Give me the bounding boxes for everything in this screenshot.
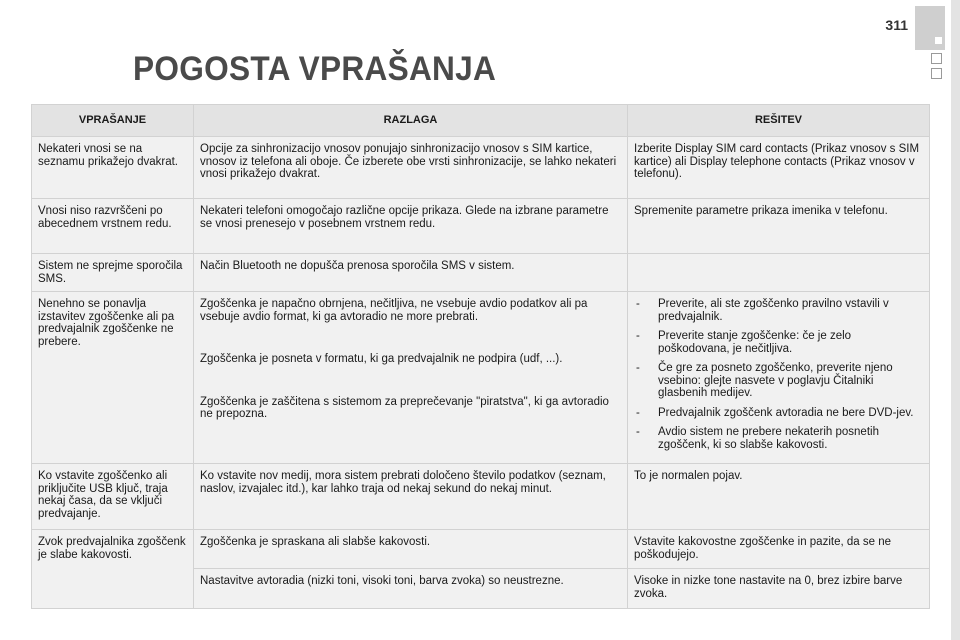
solution-list-item: - Če gre za posneto zgoščenko, preverite njeno vsebino: glejte nasvete v poglavju Čitalniki glasbenih medijev. xyxy=(634,362,923,400)
solution-cell: To je normalen pojav. xyxy=(628,464,930,530)
question-cell: Ko vstavite zgoščenko ali priključite USB ključ, traja nekaj časa, da se vključi predvajanje. xyxy=(32,464,194,530)
solution-list xyxy=(634,298,923,451)
column-header-explanation: RAZLAGA xyxy=(194,105,628,137)
explanation-cell: Nekateri telefoni omogočajo različne opcije prikaza. Glede na izbrane parametre se vnosi prenesejo v posebnem vrstnem redu. xyxy=(194,199,628,254)
side-box-icon xyxy=(931,68,942,79)
side-box-icon xyxy=(931,53,942,64)
chapter-tab xyxy=(915,6,945,50)
table-row xyxy=(32,464,930,530)
explanation-cell: Zgoščenka je spraskana ali slabše kakovosti. xyxy=(194,530,628,569)
side-rail xyxy=(951,0,960,640)
solution-cell xyxy=(628,254,930,292)
question-cell: Nekateri vnosi se na seznamu prikažejo dvakrat. xyxy=(32,137,194,199)
question-cell: Nenehno se ponavlja izstavitev zgoščenke ali pa predvajalnik zgoščenke ne prebere. xyxy=(32,292,194,464)
table-row xyxy=(32,530,930,569)
solution-cell: Vstavite kakovostne zgoščenke in pazite, da se ne poškodujejo. xyxy=(628,530,930,569)
explanation-cell: Nastavitve avtoradia (nizki toni, visoki toni, barva zvoka) so neustrezne. xyxy=(194,569,628,609)
table-row xyxy=(32,254,930,292)
explanation-cell: Način Bluetooth ne dopušča prenosa sporočila SMS v sistem. xyxy=(194,254,628,292)
solution-list-item: - Preverite stanje zgoščenke: če je zelo poškodovana, je nečitljiva. xyxy=(634,330,923,355)
table-row xyxy=(32,199,930,254)
solution-list-item: - Preverite, ali ste zgoščenko pravilno vstavili v predvajalnik. xyxy=(634,298,923,323)
faq-table xyxy=(31,104,930,609)
column-header-solution: REŠITEV xyxy=(628,105,930,137)
column-header-question: VPRAŠANJE xyxy=(32,105,194,137)
page-title: POGOSTA VPRAŠANJA xyxy=(133,50,497,88)
table-row xyxy=(32,292,930,464)
question-cell: Sistem ne sprejme sporočila SMS. xyxy=(32,254,194,292)
explanation-paragraph: Zgoščenka je napačno obrnjena, nečitljiva, ne vsebuje avdio podatkov ali pa vsebuje avdio format, ki ga avtoradio ne more prebrati. xyxy=(200,298,588,323)
solution-cell: Spremenite parametre prikaza imenika v telefonu. xyxy=(628,199,930,254)
table-row xyxy=(32,137,930,199)
solution-cell xyxy=(628,292,930,464)
explanation-paragraph: Zgoščenka je zaščitena s sistemom za preprečevanje "piratstva", ki ga avtoradio ne prepozna. xyxy=(200,395,609,420)
question-cell: Vnosi niso razvrščeni po abecednem vrstnem redu. xyxy=(32,199,194,254)
chapter-tab-marker xyxy=(935,37,942,44)
explanation-cell xyxy=(194,292,628,464)
page-number: 311 xyxy=(885,17,908,33)
explanation-cell: Opcije za sinhronizacijo vnosov ponujajo sinhronizacijo vnosov s SIM kartice, vnosov iz telefona ali oboje. Če izberete obe vrsti sinhronizacije, se lahko nekateri vnosi prikažejo dvakrat. xyxy=(194,137,628,199)
explanation-cell: Ko vstavite nov medij, mora sistem prebrati določeno število podatkov (seznam, naslov, izvajalec itd.), kar lahko traja od nekaj sekund do nekaj minut. xyxy=(194,464,628,530)
solution-list-item: - Avdio sistem ne prebere nekaterih posnetih zgoščenk, ki so slabše kakovosti. xyxy=(634,426,923,451)
table-header-row xyxy=(32,105,930,137)
solution-list-item: - Predvajalnik zgoščenk avtoradia ne bere DVD-jev. xyxy=(634,407,923,420)
explanation-paragraph: Zgoščenka je posneta v formatu, ki ga predvajalnik ne podpira (udf, ...). xyxy=(200,353,563,365)
solution-cell: Visoke in nizke tone nastavite na 0, brez izbire barve zvoka. xyxy=(628,569,930,609)
solution-cell: Izberite Display SIM card contacts (Prikaz vnosov s SIM kartice) ali Display telephone contacts (Prikaz vnosov v telefonu). xyxy=(628,137,930,199)
question-cell: Zvok predvajalnika zgoščenk je slabe kakovosti. xyxy=(32,530,194,609)
